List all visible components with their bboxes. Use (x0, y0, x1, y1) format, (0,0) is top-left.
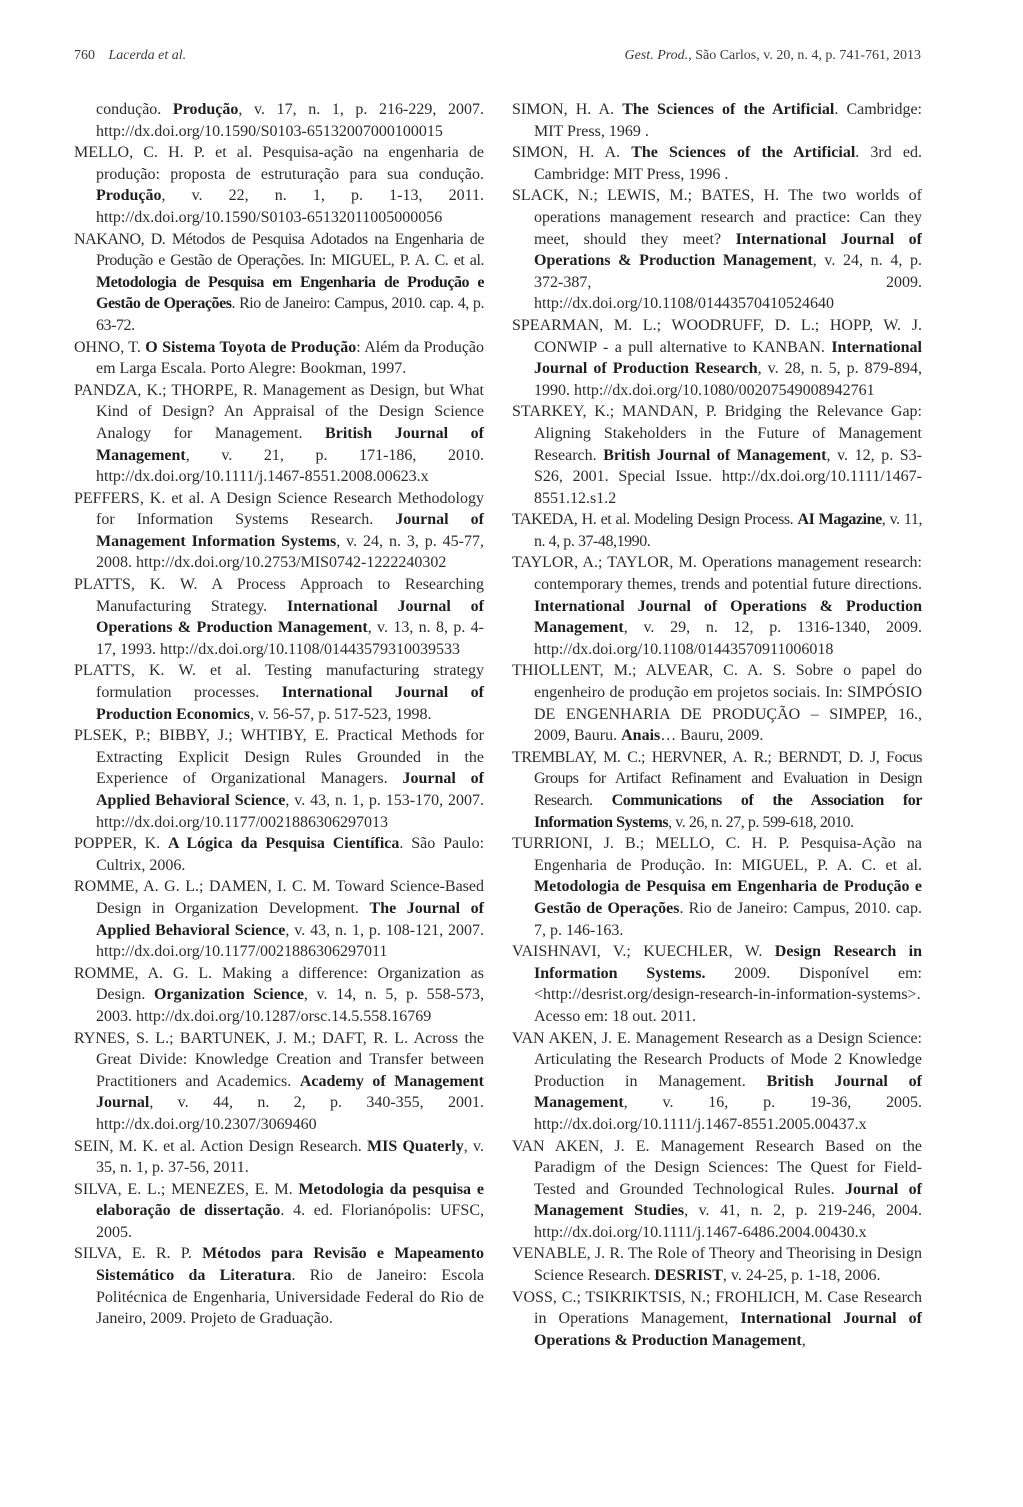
reference-entry (74, 142, 484, 228)
reference-details: , v. 29, n. 12, p. 1316-1340, 2009. http://dx.doi.org/10.1108/01443570911006018 (534, 619, 922, 658)
reference-details: , v. 22, n. 1, p. 1-13, 2011. http://dx.doi.org/10.1590/S0103-65132011005000056 (96, 187, 484, 226)
reference-text: SLACK, N.; LEWIS, M.; BATES, H. The two worlds of operations management research and practice: Can they meet, should they meet? (512, 187, 922, 248)
reference-source-title: MIS Quaterly (367, 1137, 464, 1155)
reference-details: , v. 16, p. 19-36, 2005. http://dx.doi.org/10.1111/j.1467-8551.2005.00437.x (534, 1094, 922, 1133)
reference-details: , v. 28, n. 5, p. 879-894, 1990. http://dx.doi.org/10.1080/00207549008942761 (534, 360, 922, 399)
running-header (74, 48, 921, 70)
reference-source-title: Communications of the Association for Information Systems (534, 792, 923, 831)
page-number: 760 (74, 48, 95, 63)
reference-details: . Rio de Janeiro: Campus, 2010. cap. 4, p. 63-72. (96, 295, 484, 334)
reference-text: PANDZA, K.; THORPE, R. Management as Design, but What Kind of Design? An Appraisal of the Design Science Analogy for Management. (74, 381, 484, 442)
reference-entry (512, 941, 922, 1027)
reference-source-title: Anais (621, 727, 661, 745)
reference-entry (512, 747, 922, 833)
reference-entry (74, 229, 484, 337)
reference-text: TURRIONI, J. B.; MELLO, C. H. P. Pesquisa-Ação na Engenharia de Produção. In: MIGUEL, P. A. C. et al. (512, 835, 922, 874)
reference-text: SILVA, E. L.; MENEZES, E. M. (74, 1180, 299, 1198)
reference-entry (74, 876, 484, 962)
references-left-column (74, 99, 484, 1330)
reference-text: ROMME, A. G. L. Making a difference: Organization as Design. (74, 964, 484, 1004)
reference-entry (512, 1243, 922, 1286)
reference-details: , v. 43, n. 1, p. 108-121, 2007. http://dx.doi.org/10.1177/0021886306297011 (96, 921, 484, 961)
reference-source-title: British Journal of Management (96, 424, 485, 464)
reference-text: SIMON, H. A. (512, 101, 623, 118)
reference-source-title: Produção (96, 187, 162, 205)
reference-entry (74, 337, 484, 380)
reference-entry (512, 315, 922, 401)
reference-details: . Rio de Janeiro: Escola Politécnica de Engenharia, Universidade Federal do Rio de Janeiro, 2009. Projeto de Graduação. (96, 1267, 484, 1328)
reference-source-title: Journal of Management Information Systems (96, 511, 485, 550)
references-right-column (512, 99, 922, 1351)
reference-details: . Rio de Janeiro: Campus, 2010. cap. 7, p. 146-163. (534, 899, 923, 939)
reference-source-title: Métodos para Revisão e Mapeamento Sistemático da Literatura (96, 1245, 484, 1285)
reference-entry (74, 1028, 484, 1136)
reference-entry (74, 574, 484, 660)
reference-text: VOSS, C.; TSIKRIKTSIS, N.; FROHLICH, M. Case Research in Operations Management, (512, 1288, 922, 1328)
reference-text: PEFFERS, K. et al. A Design Science Research Methodology for Information Systems Research. (74, 489, 484, 529)
reference-text: TAYLOR, A.; TAYLOR, M. Operations management research: contemporary themes, trends and potential future directions. (512, 554, 922, 594)
reference-entry (512, 509, 922, 552)
reference-source-title: International Journal of Operations & Production Management (534, 230, 922, 270)
reference-text: TAKEDA, H. et al. Modeling Design Process. (512, 511, 798, 529)
reference-source-title: A Lógica da Pesquisa Científica (167, 835, 400, 853)
header-journal: Gest. Prod. (624, 48, 689, 63)
reference-entry (512, 833, 922, 941)
reference-details: , v. 21, p. 171-186, 2010. http://dx.doi.org/10.1111/j.1467-8551.2008.00623.x (96, 446, 484, 486)
reference-details: , v. 43, n. 1, p. 153-170, 2007. http://dx.doi.org/10.1177/0021886306297013 (96, 792, 484, 831)
reference-source-title: Metodologia da pesquisa e elaboração de dissertação (96, 1180, 485, 1220)
reference-entry (74, 1136, 484, 1179)
reference-source-title: International Journal of Operations & Production Management (534, 597, 922, 637)
reference-source-title: Organization Science (153, 986, 304, 1004)
reference-text: SILVA, E. R. P. (74, 1245, 203, 1263)
reference-details: . 3rd ed. Cambridge: MIT Press, 1996 . (534, 144, 923, 183)
reference-entry (74, 963, 484, 1028)
reference-entry (512, 142, 922, 185)
reference-details: , v. 35, n. 1, p. 37-56, 2011. (96, 1137, 484, 1177)
reference-source-title: Produção (172, 101, 239, 118)
reference-details: , v. 12, p. S3-S26, 2001. Special Issue. http://dx.doi.org/10.1111/1467-8551.12.s1.2 (534, 446, 922, 507)
header-volume-info: , São Carlos, v. 20, n. 4, p. 741-761, 2013 (688, 48, 921, 63)
reference-text: SPEARMAN, M. L.; WOODRUFF, D. L.; HOPP, W. J. CONWIP - a pull alternative to KANBAN. (512, 316, 922, 356)
header-citation (625, 48, 921, 64)
reference-source-title: The Sciences of the Artificial (622, 101, 835, 118)
reference-text: PLSEK, P.; BIBBY, J.; WHTIBY, E. Practical Methods for Extracting Explicit Design Rules Grounded in the Experience of Organizational Managers. (74, 727, 484, 788)
reference-source-title: AI Magazine (797, 511, 882, 529)
reference-text: TREMBLAY, M. C.; HERVNER, A. R.; BERNDT, D. J, Focus Groups for Artifact Refinament and Evaluation in Design Research. (512, 748, 922, 809)
reference-source-title: International Journal of Operations & Production Management (534, 1310, 923, 1349)
reference-entry (74, 1243, 484, 1329)
reference-text: VAN AKEN, J. E. Management Research as a Design Science: Articulating the Research Products of Mode 2 Knowledge Production in Management. (512, 1029, 922, 1090)
reference-entry (74, 488, 484, 574)
reference-entry (512, 401, 922, 509)
reference-source-title: Design Research in Information Systems. (534, 943, 922, 982)
reference-details: , v. 11, n. 4, p. 37-48,1990. (534, 511, 922, 550)
reference-source-title: Academy of Management Journal (96, 1072, 484, 1112)
reference-source-title: DESRIST (654, 1267, 723, 1285)
reference-source-title: International Journal of Production Research (534, 338, 922, 378)
reference-details: , v. 17, n. 1, p. 216-229, 2007. http://dx.doi.org/10.1590/S0103-65132007000100015 (96, 101, 484, 140)
reference-details: , v. 26, n. 27, p. 599-618, 2010. (668, 813, 854, 831)
reference-source-title: O Sistema Toyota de Produção (145, 338, 357, 356)
reference-text: STARKEY, K.; MANDAN, P. Bridging the Relevance Gap: Aligning Stakeholders in the Future of Management Research. (512, 403, 922, 464)
reference-source-title: Metodologia de Pesquisa em Engenharia de Produção e Gestão de Operações (534, 878, 922, 917)
reference-text: PLATTS, K. W. et al. Testing manufacturing strategy formulation processes. (74, 662, 484, 702)
reference-entry (512, 1028, 922, 1136)
reference-source-title: Journal of Management Studies (534, 1180, 922, 1220)
reference-entry (74, 1179, 484, 1244)
reference-text: THIOLLENT, M.; ALVEAR, C. A. S. Sobre o papel do engenheiro de produção em projetos sociais. In: SIMPÓSIO DE ENGENHARIA DE PRODUÇÃO – SIMPEP, 16., 2009, Bauru. (512, 662, 922, 745)
header-authors: Lacerda et al. (108, 48, 187, 63)
reference-details: . São Paulo: Cultrix, 2006. (96, 835, 485, 874)
reference-details: , v. 44, n. 2, p. 340-355, 2001. http://dx.doi.org/10.2307/3069460 (96, 1094, 484, 1133)
reference-entry (512, 1287, 922, 1352)
reference-details: . 4. ed. Florianópolis: UFSC, 2005. (96, 1202, 485, 1241)
reference-text: VENABLE, J. R. The Role of Theory and Theorising in Design Science Research. (512, 1245, 922, 1285)
reference-entry (74, 99, 484, 142)
reference-text: OHNO, T. (74, 338, 146, 356)
reference-entry (512, 1136, 922, 1244)
reference-details: , v. 24, n. 4, p. 372-387, 2009. http://dx.doi.org/10.1108/01443570410524640 (534, 252, 923, 313)
reference-source-title: British Journal of Management (603, 446, 827, 464)
reference-details: , v. 14, n. 5, p. 558-573, 2003. http://dx.doi.org/10.1287/orsc.14.5.558.16769 (96, 986, 485, 1025)
reference-details: , (801, 1331, 806, 1349)
header-left (74, 48, 186, 64)
reference-source-title: British Journal of Management (534, 1072, 923, 1112)
reference-source-title: Journal of Applied Behavioral Science (96, 770, 485, 809)
reference-entry (74, 725, 484, 833)
reference-text: condução. (96, 101, 173, 118)
reference-source-title: Metodologia de Pesquisa em Engenharia de Produção e Gestão de Operações (96, 273, 484, 313)
reference-text: VAISHNAVI, V.; KUECHLER, W. (512, 943, 775, 961)
reference-text: SEIN, M. K. et al. Action Design Research. (74, 1137, 367, 1155)
reference-text: PLATTS, K. W. A Process Approach to Researching Manufacturing Strategy. (74, 576, 484, 615)
reference-text: RYNES, S. L.; BARTUNEK, J. M.; DAFT, R. L. Across the Great Divide: Knowledge Creation and Transfer between Practitioners and Academics. (74, 1029, 484, 1090)
reference-details: : Além da Produção em Larga Escala. Porto Alegre: Bookman, 1997. (96, 338, 485, 378)
reference-details: , v. 24, n. 3, p. 45-77, 2008. http://dx.doi.org/10.2753/MIS0742-1222240302 (96, 532, 484, 572)
reference-details: 2009. Disponível em: <http://desrist.org/design-research-in-information-systems>. Acesso em: 18 out. 2011. (534, 964, 922, 1025)
reference-entry (512, 552, 922, 660)
reference-entry (74, 660, 484, 725)
reference-entry (512, 660, 922, 746)
reference-entry (74, 380, 484, 488)
reference-source-title: International Journal of Operations & Production Management (96, 597, 485, 637)
reference-details: … Bauru, 2009. (660, 727, 764, 745)
reference-details: , v. 13, n. 8, p. 4-17, 1993. http://dx.doi.org/10.1108/01443579310039533 (96, 619, 485, 658)
reference-entry (74, 833, 484, 876)
reference-text: VAN AKEN, J. E. Management Research Based on the Paradigm of the Design Sciences: The Quest for Field-Tested and Grounded Technological Rules. (512, 1137, 922, 1198)
reference-details: . Cambridge: MIT Press, 1969 . (534, 101, 922, 140)
reference-entry (512, 185, 922, 315)
reference-entry (512, 99, 922, 142)
reference-text: NAKANO, D. Métodos de Pesquisa Adotados na Engenharia de Produção e Gestão de Operações. In: MIGUEL, P. A. C. et al. (74, 230, 484, 270)
reference-text: SIMON, H. A. (512, 144, 632, 162)
reference-details: , v. 24-25, p. 1-18, 2006. (722, 1267, 881, 1285)
reference-source-title: The Sciences of the Artificial (631, 144, 856, 162)
reference-details: , v. 41, n. 2, p. 219-246, 2004. http://dx.doi.org/10.1111/j.1467-6486.2004.00430.x (534, 1202, 922, 1241)
reference-text: ROMME, A. G. L.; DAMEN, I. C. M. Toward Science-Based Design in Organization Development. (74, 878, 484, 917)
reference-source-title: The Journal of Applied Behavioral Science (96, 899, 485, 939)
reference-text: MELLO, C. H. P. et al. Pesquisa-ação na engenharia de produção: proposta de estruturação para sua condução. (74, 144, 484, 183)
reference-text: POPPER, K. (74, 835, 168, 853)
reference-details: , v. 56-57, p. 517-523, 1998. (249, 705, 432, 723)
reference-source-title: International Journal of Production Economics (96, 684, 484, 723)
